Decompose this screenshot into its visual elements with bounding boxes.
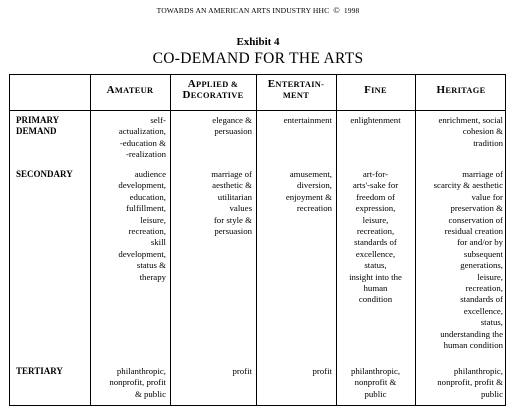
cell-text-line: philanthropic,: [350, 366, 401, 376]
cell-text-line: value for: [471, 191, 503, 202]
cell-primary-entertainment: [260, 115, 332, 126]
cell-text-line: amusement,: [289, 169, 332, 179]
cell-text-line: insight into the: [349, 271, 402, 282]
cell-secondary-amateur: [94, 169, 166, 283]
document-running-header: [0, 5, 516, 15]
cell-text-line: status &: [136, 260, 166, 271]
cell-primary-amateur: [94, 115, 166, 161]
row-label-line: DEMAND: [16, 126, 57, 136]
header-initial: E: [267, 78, 276, 90]
cell-text-line: arts'-sake for: [352, 180, 399, 191]
header-rest: MATEUR: [114, 86, 154, 95]
cell-text-line: development,: [118, 180, 166, 191]
row-label-line: SECONDARY: [16, 169, 73, 179]
column-header-line: [91, 85, 169, 96]
column-header-line: [337, 85, 414, 96]
cell-text-line: profit: [232, 366, 252, 376]
header-rest: ERITAGE: [445, 86, 486, 95]
cell-text-line: subsequent: [463, 248, 503, 259]
cell-text-line: recreation,: [128, 226, 166, 237]
cell-tertiary-fine: [340, 366, 411, 400]
column-header-line: [171, 90, 255, 101]
cell-text-line: enjoyment &: [285, 191, 332, 202]
cell-text-line: conservation of: [448, 214, 503, 225]
cell-text-line: -education &: [119, 137, 166, 148]
row-label-tertiary: [16, 366, 63, 377]
row-label-line: PRIMARY: [16, 115, 60, 125]
header-initial: D: [182, 89, 191, 101]
cell-text-line: persuasion: [214, 126, 252, 137]
cell-text-line: for and/or by: [457, 237, 503, 248]
cell-text-line: status,: [480, 317, 503, 328]
cell-text-line: -realization: [125, 149, 166, 160]
cell-primary-heritage: [419, 115, 503, 149]
cell-text-line: marriage of: [462, 169, 503, 179]
cell-text-line: entertainment: [283, 115, 332, 125]
header-initial: F: [364, 84, 372, 96]
grid-vline: [90, 75, 91, 405]
cell-text-line: generations,: [460, 260, 503, 271]
header-text: TOWARDS AN AMERICAN ARTS INDUSTRY HHC: [156, 6, 330, 15]
cell-text-line: utilitarian: [217, 191, 252, 202]
header-rest: ECORATIVE: [190, 91, 244, 100]
cell-text-line: excellence,: [463, 305, 503, 316]
cell-text-line: residual creation: [444, 226, 503, 237]
cell-text-line: nonprofit, profit: [109, 377, 166, 388]
grid-vline: [170, 75, 171, 405]
cell-text-line: preservation &: [450, 203, 503, 214]
cell-text-line: status,: [364, 260, 387, 271]
grid-vline: [336, 75, 337, 405]
cell-text-line: skill: [150, 237, 166, 248]
cell-text-line: recreation: [296, 203, 332, 214]
cell-text-line: diversion,: [297, 180, 332, 191]
grid-vline: [256, 75, 257, 405]
cell-text-line: marriage of: [211, 169, 252, 179]
grid-vline: [415, 75, 416, 405]
cell-text-line: fulfillment,: [126, 203, 166, 214]
cell-text-line: standards of: [354, 237, 397, 248]
cell-text-line: values: [229, 203, 252, 214]
cell-text-line: recreation,: [465, 283, 503, 294]
cell-text-line: philanthropic,: [116, 366, 166, 376]
cell-text-line: public: [481, 388, 503, 399]
cell-text-line: freedom of: [356, 191, 395, 202]
exhibit-title: CO-DEMAND FOR THE ARTS: [152, 50, 364, 67]
header-rest: MENT: [282, 91, 310, 100]
cell-tertiary-entertainment: [260, 366, 332, 377]
exhibit-label: Exhibit 4: [236, 36, 280, 48]
cell-text-line: leisure,: [477, 271, 503, 282]
cell-text-line: excellence,: [355, 248, 396, 259]
cell-tertiary-amateur: [94, 366, 166, 400]
cell-text-line: aesthetic &: [212, 180, 252, 191]
cell-secondary-fine: [340, 169, 411, 306]
cell-text-line: self-: [150, 115, 166, 125]
cell-primary-applied: [174, 115, 252, 138]
header-rest: NTERTAIN-: [275, 80, 325, 89]
header-initial: H: [436, 84, 446, 96]
cell-text-line: for style &: [213, 214, 252, 225]
cell-text-line: condition: [358, 294, 393, 305]
cell-text-line: expression,: [355, 203, 396, 214]
row-label-primary: [16, 115, 59, 137]
cell-text-line: actualization,: [118, 126, 166, 137]
cell-secondary-entertainment: [260, 169, 332, 215]
header-year: 1998: [343, 6, 360, 15]
cell-text-line: art-for-: [362, 169, 389, 179]
row-label-line: TERTIARY: [16, 366, 63, 376]
copyright-symbol: ©: [333, 5, 340, 15]
cell-primary-fine: [340, 115, 411, 126]
cell-text-line: persuasion: [214, 226, 252, 237]
cell-text-line: leisure,: [362, 214, 389, 225]
column-header-line: [257, 79, 335, 90]
co-demand-table: [9, 74, 506, 406]
cell-text-line: cohesion &: [462, 126, 503, 137]
cell-text-line: education,: [129, 191, 166, 202]
column-header-applied: [171, 79, 255, 101]
row-label-secondary: [16, 169, 73, 180]
cell-text-line: audience: [134, 169, 166, 179]
column-header-heritage: [416, 85, 506, 96]
cell-text-line: nonprofit &: [354, 377, 397, 388]
cell-text-line: nonprofit, profit &: [437, 377, 503, 388]
column-header-line: [257, 90, 335, 101]
cell-text-line: enlightenment: [350, 115, 401, 125]
column-header-fine: [337, 85, 414, 96]
header-initial: A: [106, 84, 115, 96]
cell-secondary-heritage: [419, 169, 503, 352]
header-rest: INE: [371, 86, 387, 95]
cell-text-line: standards of: [460, 294, 503, 305]
cell-text-line: enrichment, social: [438, 115, 503, 125]
cell-text-line: scarcity & aesthetic: [433, 180, 503, 191]
cell-text-line: human: [363, 283, 388, 294]
column-header-amateur: [91, 85, 169, 96]
cell-secondary-applied: [174, 169, 252, 237]
header-rest: PPLIED &: [196, 80, 239, 89]
cell-text-line: tradition: [473, 137, 503, 148]
cell-text-line: recreation,: [356, 226, 395, 237]
cell-text-line: therapy: [139, 271, 166, 282]
header-initial: A: [187, 78, 197, 90]
header-separator: [10, 110, 505, 111]
cell-text-line: understanding the: [440, 328, 503, 339]
cell-text-line: public: [364, 388, 387, 399]
cell-text-line: philanthropic,: [453, 366, 503, 376]
cell-tertiary-applied: [174, 366, 252, 377]
cell-text-line: elegance &: [212, 115, 252, 125]
cell-text-line: & public: [134, 388, 166, 399]
cell-text-line: profit: [312, 366, 332, 376]
cell-tertiary-heritage: [419, 366, 503, 400]
cell-text-line: development,: [118, 248, 166, 259]
cell-text-line: leisure,: [140, 214, 166, 225]
column-header-entertainment: [257, 79, 335, 101]
cell-text-line: human condition: [443, 340, 503, 351]
column-header-line: [416, 85, 506, 96]
